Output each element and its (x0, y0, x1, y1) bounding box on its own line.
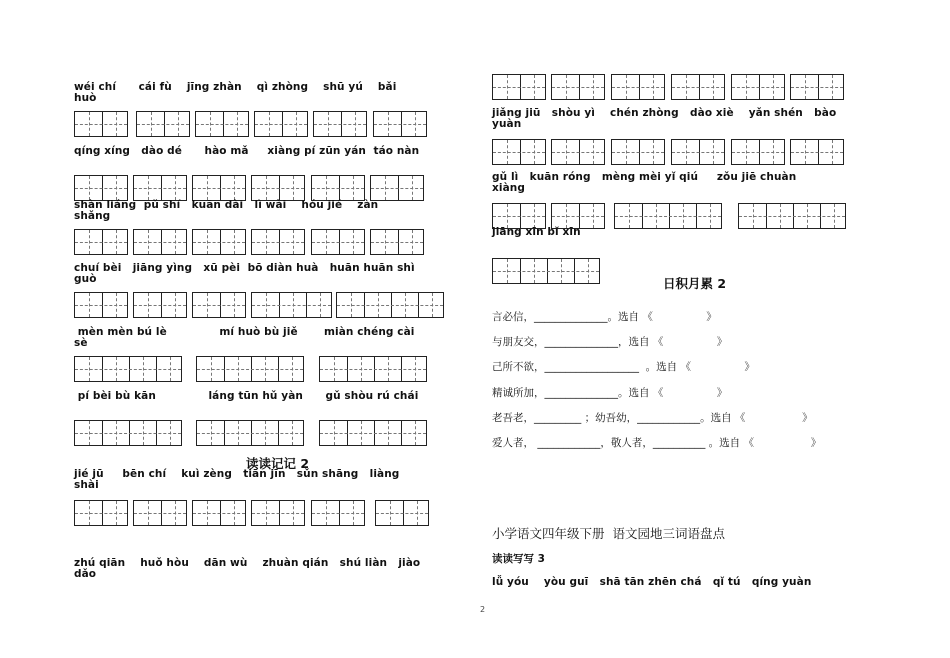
writing-grid (192, 229, 246, 255)
saying-line: 言必信，______________。选自 《 》 (492, 311, 717, 323)
writing-grid (192, 175, 246, 201)
writing-grid (74, 292, 128, 318)
writing-grid (492, 74, 546, 100)
writing-grid (133, 229, 187, 255)
writing-grid (492, 139, 546, 165)
writing-grid (731, 74, 785, 100)
writing-grid (373, 111, 427, 137)
unit-title: 小学语文四年级下册 语文园地三词语盘点 (492, 526, 725, 541)
pinyin-row: pí bèi bù kān láng tūn hǔ yàn gǔ shòu rú chái (74, 390, 419, 402)
writing-grid (311, 175, 365, 201)
writing-grid (74, 175, 128, 201)
heading-rijiyuelei: 日积月累 2 (663, 276, 727, 291)
pinyin-row: jiāng xīn bǐ xīn (492, 226, 581, 238)
writing-grid (738, 203, 846, 229)
saying-line: 老吾老，_________ ；幼吾幼，____________。选自 《 》 (492, 412, 813, 424)
writing-grid (790, 74, 844, 100)
writing-grid (133, 292, 187, 318)
writing-grid (370, 175, 424, 201)
writing-grid (790, 139, 844, 165)
saying-line: 己所不欲，__________________ 。选自 《 》 (492, 361, 755, 373)
saying-line: 与朋友交，______________，选自 《 》 (492, 336, 728, 348)
writing-grid (313, 111, 367, 137)
pinyin-row: zhú qiān huǒ hòu dān wù zhuàn qián shú liàn jiào dǎo (74, 557, 421, 580)
saying-line: 爱人者， ____________，敬人者，__________ 。选自 《 》 (492, 437, 822, 449)
writing-grid (251, 292, 332, 318)
writing-grid (251, 175, 305, 201)
page-number: 2 (480, 605, 486, 614)
writing-grid (551, 139, 605, 165)
writing-grid (251, 229, 305, 255)
pinyin-row: chuí bèi jiāng yìng xū pèi bō diàn huà huān huān shì guò (74, 262, 415, 285)
writing-grid (133, 175, 187, 201)
writing-grid (319, 420, 427, 446)
writing-grid (196, 356, 304, 382)
pinyin-row: mèn mèn bú lè mí huò bù jiě miàn chéng cài sè (74, 326, 415, 349)
writing-grid (74, 356, 182, 382)
writing-grid (731, 139, 785, 165)
writing-grid (192, 500, 246, 526)
writing-grid (492, 258, 600, 284)
writing-grid (251, 500, 305, 526)
writing-grid (74, 420, 182, 446)
writing-grid (74, 229, 128, 255)
writing-grid (195, 111, 249, 137)
writing-grid (671, 139, 725, 165)
pinyin-row: jiǎng jiū shòu yì chén zhòng dào xiè yǎn shén bào yuàn (492, 107, 837, 130)
saying-line: 精诚所加，______________。选自 《 》 (492, 387, 728, 399)
writing-grid (254, 111, 308, 137)
sub-title-duduxiexie: 读读写写 3 (492, 553, 545, 565)
pinyin-row: qíng xíng dào dé hào mǎ xiàng pí zūn yán táo nàn (74, 145, 420, 157)
writing-grid (74, 111, 128, 137)
pinyin-row: shàn liáng pǔ shí kuān dài lì wài hóu jié zàn shǎng (74, 199, 379, 222)
writing-grid (336, 292, 444, 318)
pinyin-row: wéi chí cái fù jīng zhàn qì zhòng shū yú bǎi huò (74, 81, 397, 104)
pinyin-row: jié jū bēn chí kuì zèng tiān jīn sǔn shāng liàng shài (74, 468, 400, 491)
writing-grid (311, 500, 365, 526)
last-pinyin-row: lǚ yóu yòu guī shā tān zhēn chá qǐ tú qíng yuàn (492, 576, 812, 588)
writing-grid (551, 74, 605, 100)
writing-grid (611, 139, 665, 165)
writing-grid (671, 74, 725, 100)
section-title-duduji: 读读记记 2 (246, 456, 310, 471)
writing-grid (192, 292, 246, 318)
writing-grid (611, 74, 665, 100)
writing-grid (370, 229, 424, 255)
pinyin-row: gǔ lì kuān róng mèng mèi yǐ qiú zǒu jiē chuàn xiàng (492, 171, 797, 194)
writing-grid (319, 356, 427, 382)
writing-grid (136, 111, 190, 137)
writing-grid (614, 203, 722, 229)
writing-grid (375, 500, 429, 526)
writing-grid (311, 229, 365, 255)
writing-grid (133, 500, 187, 526)
writing-grid (196, 420, 304, 446)
writing-grid (74, 500, 128, 526)
